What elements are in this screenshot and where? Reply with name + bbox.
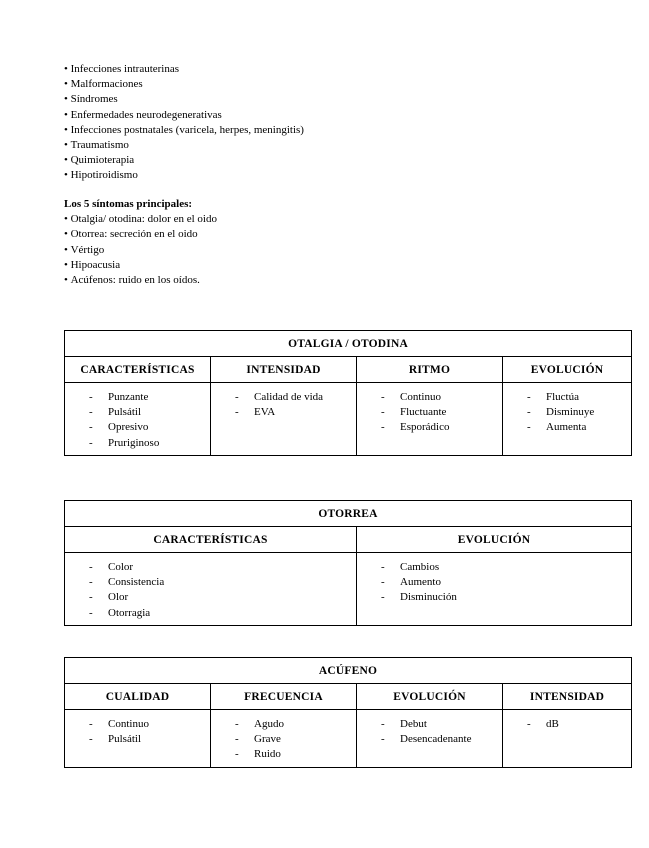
column-header: FRECUENCIA	[211, 684, 357, 710]
list-item: • Infecciones intrauterinas	[64, 62, 304, 77]
list-item: - Fluctuante	[381, 405, 502, 420]
acufeno-table	[64, 657, 632, 768]
table-title: OTORREA	[65, 501, 632, 527]
list-item: - Color	[89, 560, 356, 575]
list-item: • Vértigo	[64, 243, 217, 258]
list-item: - Continuo	[381, 390, 502, 405]
symptoms-heading: Los 5 síntomas principales:	[64, 198, 193, 210]
list-item: - Desencadenante	[381, 732, 502, 747]
table-cell	[503, 710, 632, 768]
symptoms-block	[64, 197, 217, 288]
list-item: - Pruriginoso	[89, 436, 210, 451]
list-item: - Ruido	[235, 747, 356, 762]
list-item: - Pulsátil	[89, 405, 210, 420]
list-item: - Pulsátil	[89, 732, 210, 747]
list-item: - dB	[527, 717, 631, 732]
list-item: - Agudo	[235, 717, 356, 732]
list-item: - Grave	[235, 732, 356, 747]
list-item: - Disminuye	[527, 405, 631, 420]
list-item: • Traumatismo	[64, 138, 304, 153]
list-item: • Hipoacusia	[64, 258, 217, 273]
list-item: • Otorrea: secreción en el oido	[64, 227, 217, 242]
column-header: INTENSIDAD	[503, 684, 632, 710]
table-cell	[65, 553, 357, 626]
table-cell	[357, 553, 632, 626]
list-item: - Punzante	[89, 390, 210, 405]
list-item: • Quimioterapia	[64, 153, 304, 168]
table-cell	[65, 383, 211, 456]
list-item: - Calidad de vida	[235, 390, 356, 405]
list-item: - Aumento	[381, 575, 631, 590]
table-cell	[503, 383, 632, 456]
causes-list	[64, 62, 304, 184]
list-item: • Enfermedades neurodegenerativas	[64, 108, 304, 123]
otalgia-table	[64, 330, 632, 456]
table-cell	[211, 710, 357, 768]
column-header: CUALIDAD	[65, 684, 211, 710]
list-item: - Opresivo	[89, 420, 210, 435]
column-header: EVOLUCIÓN	[357, 527, 632, 553]
column-header: CARACTERÍSTICAS	[65, 527, 357, 553]
table-cell	[357, 383, 503, 456]
table-title: ACÚFENO	[65, 658, 632, 684]
list-item: - Disminución	[381, 590, 631, 605]
list-item: - Fluctúa	[527, 390, 631, 405]
list-item: - Otorragia	[89, 606, 356, 621]
list-item: • Síndromes	[64, 92, 304, 107]
table-cell	[357, 710, 503, 768]
column-header: EVOLUCIÓN	[503, 357, 632, 383]
list-item: - Esporádico	[381, 420, 502, 435]
list-item: - EVA	[235, 405, 356, 420]
list-item: - Consistencia	[89, 575, 356, 590]
table-title: OTALGIA / OTODINA	[65, 331, 632, 357]
table-cell	[211, 383, 357, 456]
list-item: • Infecciones postnatales (varicela, herpes, meningitis)	[64, 123, 304, 138]
column-header: CARACTERÍSTICAS	[65, 357, 211, 383]
column-header: RITMO	[357, 357, 503, 383]
symptoms-list	[64, 212, 217, 288]
list-item: • Hipotiroidismo	[64, 168, 304, 183]
list-item: - Olor	[89, 590, 356, 605]
list-item: • Acúfenos: ruido en los oídos.	[64, 273, 217, 288]
list-item: - Cambios	[381, 560, 631, 575]
otorrea-table	[64, 500, 632, 626]
list-item: - Debut	[381, 717, 502, 732]
causes-list-block	[64, 62, 304, 184]
table-cell	[65, 710, 211, 768]
column-header: INTENSIDAD	[211, 357, 357, 383]
list-item: - Aumenta	[527, 420, 631, 435]
column-header: EVOLUCIÓN	[357, 684, 503, 710]
list-item: • Malformaciones	[64, 77, 304, 92]
list-item: • Otalgia/ otodina: dolor en el oido	[64, 212, 217, 227]
list-item: - Continuo	[89, 717, 210, 732]
